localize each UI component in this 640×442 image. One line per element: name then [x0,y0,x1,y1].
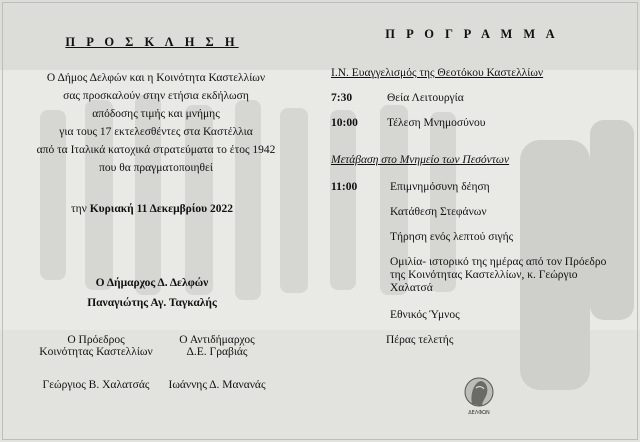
program-title: Π Ρ Ο Γ Ρ Α Μ Μ Α [385,27,559,41]
mayor-title: Ο Δήμαρχος Δ. Δελφών [95,277,209,289]
monument-item-3: Τήρηση ενός λεπτού σιγής [390,231,514,243]
municipality-logo [462,376,496,416]
logo-caption: ΔΕΛΦΩΝ [468,410,490,416]
president-name: Γεώργιος Β. Χαλατσάς [42,379,150,391]
invitation-line-2: σας προσκαλούν στην ετήσια εκδήλωση [63,90,249,102]
invitation-title: Π Ρ Ο Σ Κ Λ Η Σ Η [65,35,239,49]
monument-item-4-line-3: Χαλατσά [390,282,433,294]
invitation-line-6: που θα πραγματοποιηθεί [99,162,213,174]
monument-item-1: Επιμνημόσυνη δέηση [390,181,490,193]
invitation-line-4: για τους 17 εκτελεσθέντες στα Καστέλλια [59,126,253,138]
president-role-2: Κοινότητας Καστελλίων [39,346,153,358]
deputy-mayor-role-1: Ο Αντιδήμαρχος [179,334,255,346]
mayor-name: Παναγιώτης Αγ. Ταγκαλής [87,297,217,309]
monument-item-4-line-2: της Κοινότητας Καστελλίων, κ. Γεώργιο [390,269,578,281]
deputy-mayor-name: Ιωάννης Δ. Μανανάς [168,379,266,391]
monument-time: 11:00 [331,181,358,193]
church-item-2-time: 10:00 [331,117,358,129]
invitation-line-3: απόδοσης τιμής και μνήμης [92,108,220,120]
monument-item-2: Κατάθεση Στεφάνων [390,206,487,218]
invitation-line-1: Ο Δήμος Δελφών και η Κοινότητα Καστελλίων [46,72,266,84]
event-date-value: Κυριακή 11 Δεκεμβρίου 2022 [89,203,233,215]
church-item-2-text: Τέλεση Μνημοσύνου [387,117,486,129]
event-date [71,202,233,216]
closing-line: Πέρας τελετής [386,334,454,346]
president-role-1: Ο Πρόεδρος [67,334,125,346]
event-date-prefix: την [71,203,87,215]
church-heading: Ι.Ν. Ευαγγελισμός της Θεοτόκου Καστελλίων [331,67,544,79]
monument-item-5: Εθνικός Ύμνος [390,309,460,321]
monument-heading: Μετάβαση στο Μνημείο των Πεσόντων [331,154,510,166]
invitation-line-5: από τα Ιταλικά κατοχικά στρατεύματα το έτος 1942 [36,144,276,156]
church-item-1-text: Θεία Λειτουργία [387,92,464,104]
monument-item-4-line-1: Ομιλία- ιστορικό της ημέρας από τον Πρόεδρο [390,256,607,268]
church-item-1-time: 7:30 [331,92,353,104]
deputy-mayor-role-2: Δ.Ε. Γραβιάς [186,346,248,358]
